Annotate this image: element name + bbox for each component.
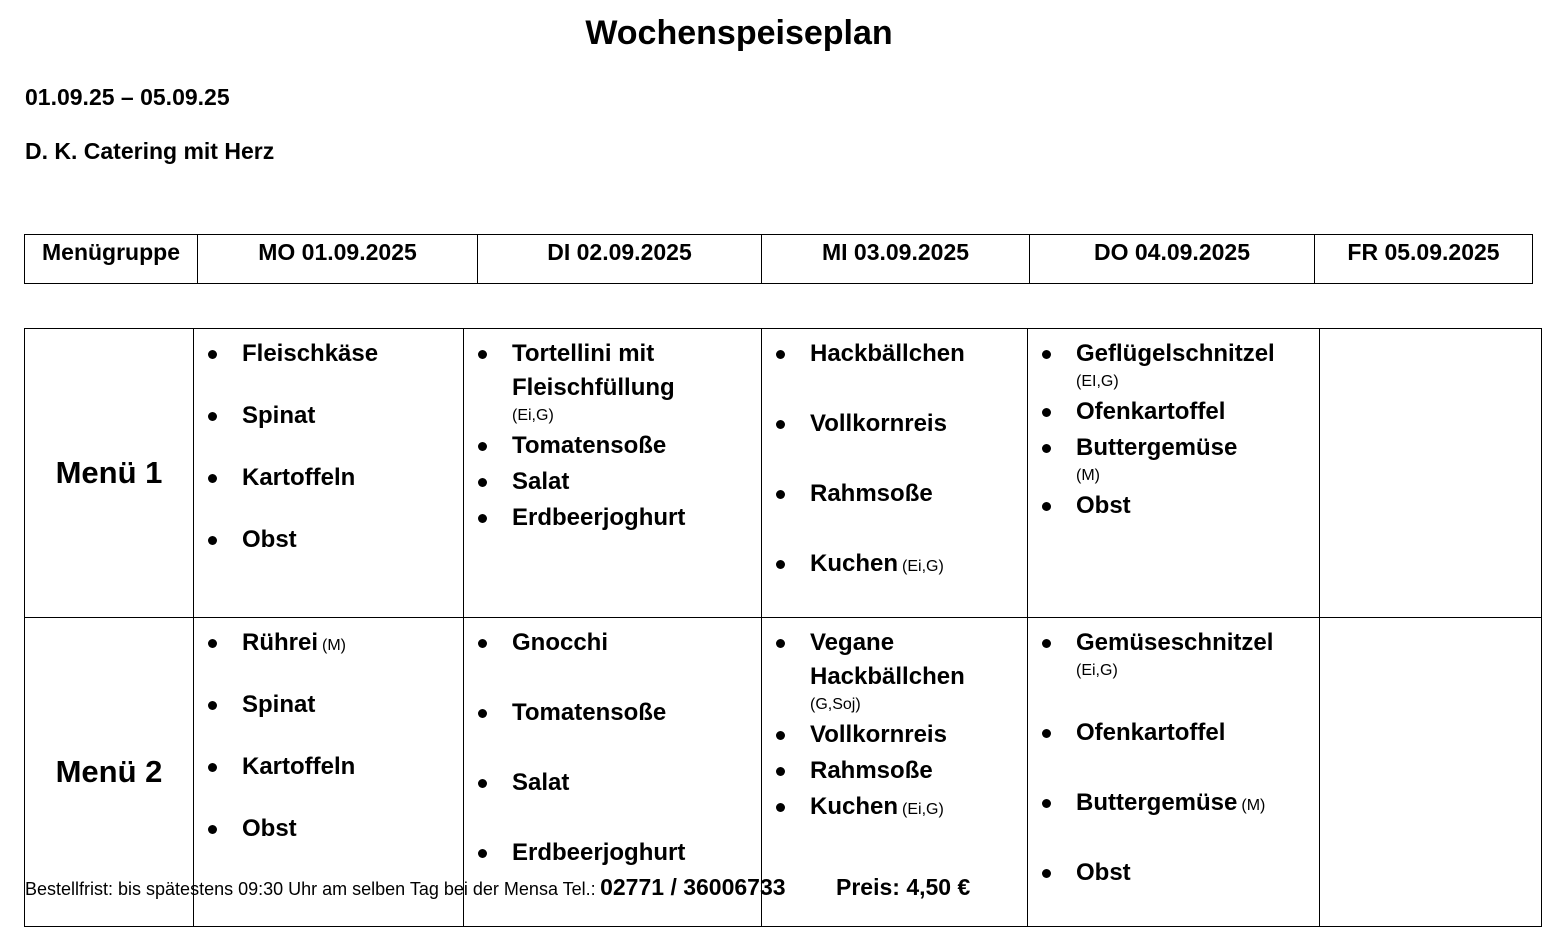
- dish-item: [242, 626, 459, 660]
- dish-item: [1076, 395, 1315, 429]
- dish-item: [1076, 626, 1315, 680]
- dish-item: [242, 812, 459, 846]
- allergen-note: (M): [322, 637, 346, 654]
- price-label: Preis: 4,50 €: [836, 874, 971, 900]
- dish-item: [810, 718, 1023, 752]
- dish-item: [810, 337, 1023, 371]
- dish-name: Kuchen: [810, 550, 899, 577]
- dish-name: Vegane Hackbällchen: [810, 629, 965, 690]
- allergen-note: (M): [1241, 797, 1266, 814]
- menu-cell: [762, 329, 1028, 618]
- dish-name: Hackbällchen: [810, 340, 965, 367]
- dish-item: [810, 754, 1023, 788]
- menu-cell: [464, 329, 762, 618]
- allergen-note: (G,Soj): [810, 696, 861, 713]
- allergen-note: (M): [1076, 467, 1100, 484]
- dish-name: Spinat: [242, 691, 316, 718]
- dish-list: [1028, 618, 1319, 890]
- dish-item: [1076, 489, 1315, 523]
- header-menu-group: Menügruppe: [25, 235, 198, 284]
- dish-list: [1320, 329, 1541, 337]
- dish-name: Gnocchi: [512, 629, 609, 656]
- dish-item: [1076, 786, 1315, 820]
- dish-name: Obst: [1076, 859, 1131, 886]
- footer: [25, 874, 970, 901]
- dish-list: [194, 618, 463, 846]
- dish-item: [242, 337, 459, 371]
- dish-name: Salat: [512, 769, 570, 796]
- dish-name: Salat: [512, 468, 570, 495]
- dish-name: Ofenkartoffel: [1076, 719, 1226, 746]
- dish-item: [1076, 431, 1315, 485]
- menu-cell: [1320, 618, 1542, 927]
- dish-list: [762, 618, 1027, 824]
- dish-item: [242, 399, 459, 433]
- dish-name: Erdbeerjoghurt: [512, 504, 686, 531]
- order-deadline-note: Bestellfrist: bis spätestens 09:30 Uhr am selben Tag bei der Mensa Tel.:: [25, 879, 596, 899]
- dish-item: [242, 523, 459, 557]
- menu-cell: [1028, 618, 1320, 927]
- dish-item: [810, 477, 1023, 511]
- allergen-note: (Ei,G): [902, 801, 944, 818]
- dish-name: Tomatensoße: [512, 432, 667, 459]
- date-range: 01.09.25 – 05.09.25: [25, 84, 230, 110]
- dish-item: [810, 407, 1023, 441]
- dish-name: Kartoffeln: [242, 753, 356, 780]
- dish-item: [1076, 856, 1315, 890]
- dish-item: [512, 429, 757, 463]
- menu-row-1: [25, 329, 1542, 618]
- caterer-name: D. K. Catering mit Herz: [25, 138, 275, 164]
- dish-name: Kuchen: [810, 793, 899, 820]
- menu-table: [24, 328, 1542, 927]
- menu-group-label: Menü 1: [25, 329, 194, 618]
- allergen-note: (Ei,G): [902, 558, 944, 575]
- allergen-note: (EI,G): [1076, 373, 1119, 390]
- dish-list: [194, 329, 463, 557]
- dish-item: [512, 337, 757, 425]
- dish-name: Vollkornreis: [810, 410, 947, 437]
- phone-number: 02771 / 36006733: [600, 874, 786, 900]
- menu-cell: [1320, 329, 1542, 618]
- header-day-fr: FR 05.09.2025: [1315, 235, 1533, 284]
- dish-item: [810, 626, 1023, 714]
- menu-cell: [194, 329, 464, 618]
- dish-name: Buttergemüse: [1076, 789, 1238, 816]
- dish-name: Gemüseschnitzel: [1076, 629, 1274, 656]
- dish-name: Vollkornreis: [810, 721, 947, 748]
- dish-name: Geflügelschnitzel: [1076, 340, 1275, 367]
- dish-item: [512, 501, 757, 535]
- dish-name: Rahmsoße: [810, 480, 933, 507]
- dish-item: [512, 696, 757, 730]
- allergen-note: (Ei,G): [512, 407, 554, 424]
- dish-name: Obst: [242, 815, 297, 842]
- dish-item: [1076, 716, 1315, 750]
- page-title: Wochenspeiseplan: [585, 14, 893, 52]
- dish-item: [512, 836, 757, 870]
- dish-item: [242, 688, 459, 722]
- menu-cell: [1028, 329, 1320, 618]
- header-day-di: DI 02.09.2025: [478, 235, 762, 284]
- dish-name: Fleischkäse: [242, 340, 379, 367]
- dish-list: [464, 618, 761, 870]
- dish-name: Ofenkartoffel: [1076, 398, 1226, 425]
- dish-item: [242, 461, 459, 495]
- dish-list: [464, 329, 761, 535]
- dish-name: Obst: [1076, 492, 1131, 519]
- dish-name: Tomatensoße: [512, 699, 667, 726]
- header-table: [24, 234, 1533, 284]
- dish-name: Spinat: [242, 402, 316, 429]
- menu-group-label: Menü 2: [25, 618, 194, 927]
- dish-name: Erdbeerjoghurt: [512, 839, 686, 866]
- dish-name: Rührei: [242, 629, 319, 656]
- header-day-mo: MO 01.09.2025: [198, 235, 478, 284]
- dish-item: [512, 766, 757, 800]
- dish-name: Kartoffeln: [242, 464, 356, 491]
- dish-list: [762, 329, 1027, 581]
- allergen-note: (Ei,G): [1076, 662, 1118, 679]
- dish-item: [512, 465, 757, 499]
- dish-item: [512, 626, 757, 660]
- dish-list: [1028, 329, 1319, 523]
- header-day-mi: MI 03.09.2025: [762, 235, 1030, 284]
- dish-name: Tortellini mit Fleischfüllung: [512, 340, 675, 401]
- dish-item: [810, 547, 1023, 581]
- dish-item: [1076, 337, 1315, 391]
- dish-item: [242, 750, 459, 784]
- dish-item: [810, 790, 1023, 824]
- dish-name: Rahmsoße: [810, 757, 933, 784]
- dish-name: Obst: [242, 526, 297, 553]
- dish-name: Buttergemüse: [1076, 434, 1238, 461]
- dish-list: [1320, 618, 1541, 626]
- header-day-do: DO 04.09.2025: [1030, 235, 1315, 284]
